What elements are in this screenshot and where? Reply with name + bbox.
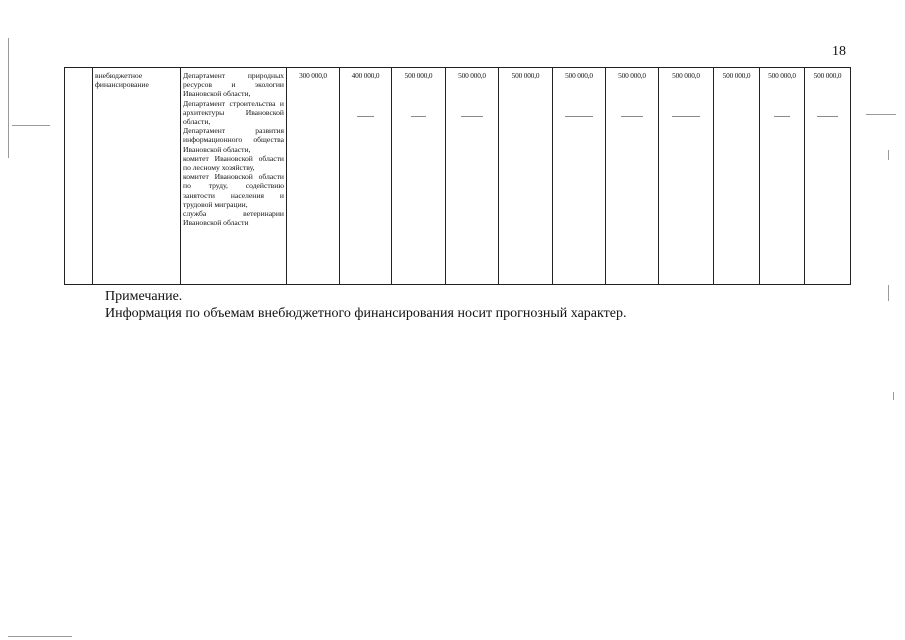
dash-mark (621, 116, 643, 117)
value-text: 500 000,0 (768, 71, 796, 80)
row-number-cell (65, 68, 93, 285)
scan-dash-right (866, 114, 896, 115)
value-cell (606, 68, 659, 285)
page-number: 18 (832, 44, 846, 59)
value-text: 400 000,0 (351, 71, 380, 80)
executor-item: комитет Ивановской области по лесному хозяйству, (183, 153, 284, 173)
value-text: 300 000,0 (299, 71, 327, 80)
financing-table (64, 67, 851, 285)
executor-item: Департамент строительства и архитектуры Ивановской области, (183, 98, 284, 127)
executor-item: Департамент развития информационного общества Ивановской области, (183, 126, 284, 154)
value-cell (340, 68, 392, 285)
executor-item: комитет Ивановской области по труду, содействию занятости населения и трудовой миграции, (183, 172, 284, 209)
executor-item: служба ветеринарии Ивановской области (183, 209, 284, 228)
dash-mark (411, 116, 426, 117)
scan-dot-right-3 (893, 392, 894, 400)
value-cell (760, 68, 805, 285)
dash-mark (357, 116, 373, 117)
note-text: Информация по объемам внебюджетного финансирования носит прогнозный характер. (105, 306, 627, 321)
scan-dash-left (12, 125, 50, 126)
table-row (65, 68, 851, 285)
value-cell (499, 68, 553, 285)
scan-dot-right-2 (888, 285, 889, 301)
value-text: 500 000,0 (458, 71, 486, 80)
dash-mark (817, 116, 838, 117)
value-cell (714, 68, 760, 285)
value-cell (446, 68, 499, 285)
note-title: Примечание. (105, 289, 183, 304)
value-cell (392, 68, 446, 285)
dash-mark (774, 116, 790, 117)
executors-cell (181, 68, 287, 285)
value-text: 500 000,0 (618, 71, 646, 80)
scan-dash-bottom (8, 636, 72, 637)
value-text: 500 000,0 (813, 71, 842, 80)
financing-source-cell: внебюджетное финансирование (93, 68, 181, 285)
value-text: 500 000,0 (404, 71, 433, 80)
dash-mark (565, 116, 594, 117)
value-cell (553, 68, 606, 285)
value-cell (287, 68, 340, 285)
value-text: 500 000,0 (565, 71, 593, 80)
dash-mark (672, 116, 700, 117)
value-text: 500 000,0 (511, 71, 540, 80)
value-cell (805, 68, 851, 285)
value-text: 500 000,0 (722, 71, 751, 80)
scan-dot-right-1 (888, 150, 889, 160)
value-text: 500 000,0 (672, 71, 700, 80)
scan-line-left (8, 38, 9, 158)
executor-item: Департамент природных ресурсов и экологии Ивановской области, (183, 71, 284, 99)
value-cell (659, 68, 714, 285)
dash-mark (461, 116, 483, 117)
